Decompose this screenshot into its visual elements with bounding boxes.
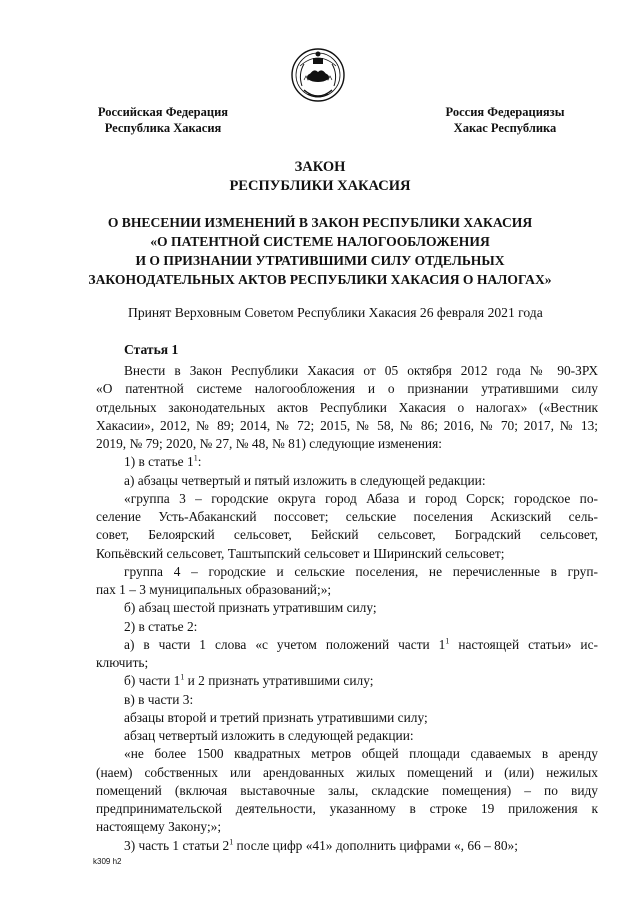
body-line: настоящему Закону;»; xyxy=(96,819,222,835)
article-heading: Статья 1 xyxy=(124,342,179,357)
law-title-line1: ЗАКОН xyxy=(294,159,346,175)
body-line: (наем) собственных или арендованных жилых помещений и (или) нежилых xyxy=(96,764,598,780)
body-line: селение Усть-Абаканский поссовет; сельские поселения Аскизский сель- xyxy=(96,509,598,524)
body-text-run: 3) часть 1 статьи 2 xyxy=(124,837,230,853)
body-text-run: настоящей статьи» ис- xyxy=(449,636,598,652)
body-line: группа 4 – городские и сельские поселения, не перечисленные в груп- xyxy=(124,563,598,579)
law-subject-line4: ЗАКОНОДАТЕЛЬНЫХ АКТОВ РЕСПУБЛИКИ ХАКАСИЯ О НАЛОГАХ» xyxy=(88,272,552,287)
superscript: 1 xyxy=(229,837,234,847)
body-line: «группа 3 – городские округа город Абаза и город Сорск; городское по- xyxy=(124,490,598,506)
law-title-line2: РЕСПУБЛИКИ ХАКАСИЯ xyxy=(229,178,411,194)
body-line: предпринимательской деятельности, указанному в строке 19 приложения к xyxy=(96,801,598,816)
body-text-run: а) в части 1 слова «с учетом положений части 1 xyxy=(124,636,446,652)
body-line: в) в части 3: xyxy=(124,691,194,707)
header-right-block xyxy=(440,104,570,136)
body-text-run: 1) в статье 1 xyxy=(124,454,194,470)
header-right-line2: Хакас Республика xyxy=(453,121,557,135)
body-line: б) абзац шестой признать утратившим силу; xyxy=(124,600,377,616)
law-subject xyxy=(0,213,640,289)
body-text-run: : xyxy=(197,454,202,470)
header-left-block xyxy=(94,104,232,136)
superscript: 1 xyxy=(445,636,450,646)
body-text-run: б) части 1 xyxy=(124,673,181,689)
body-line xyxy=(96,453,598,471)
body-line: «О патентной системе налогообложения и о признании утратившими силу xyxy=(96,381,598,397)
law-subject-line3: И О ПРИЗНАНИИ УТРАТИВШИМИ СИЛУ ОТДЕЛЬНЫХ xyxy=(135,253,505,268)
header-right-line1: Россия Федерациязы xyxy=(445,105,565,119)
header-left-line2: Республика Хакасия xyxy=(104,121,222,135)
body-line: отдельных законодательных актов Республики Хакасия о налогах» («Вестник xyxy=(96,399,598,415)
body-line: а) абзацы четвертый и пятый изложить в следующей редакции: xyxy=(124,472,486,488)
body-line xyxy=(96,837,598,855)
body-line: ключить; xyxy=(96,655,149,670)
header-left-line1: Российская Федерация xyxy=(97,105,229,119)
body-line xyxy=(96,672,598,690)
body-text-run: после цифр «41» дополнить цифрами «, 66 – 80»; xyxy=(233,837,518,853)
body-line: Внести в Закон Республики Хакасия от 05 октября 2012 года № 90-ЗРХ xyxy=(124,363,598,378)
body-line: абзацы второй и третий признать утратившими силу; xyxy=(124,709,428,725)
article-body xyxy=(96,362,598,855)
body-line: 2) в статье 2: xyxy=(124,618,198,634)
footer-code: k309 h2 xyxy=(93,857,122,866)
body-line: пах 1 – 3 муниципальных образований;»; xyxy=(96,582,332,597)
law-subject-line1: О ВНЕСЕНИИ ИЗМЕНЕНИЙ В ЗАКОН РЕСПУБЛИКИ ХАКАСИЯ xyxy=(107,215,533,230)
coat-of-arms-emblem xyxy=(290,44,346,104)
superscript: 1 xyxy=(180,672,185,682)
body-line: 2019, № 79; 2020, № 27, № 48, № 81) следующие изменения: xyxy=(96,436,442,451)
body-line: Хакасии», 2012, № 89; 2014, № 72; 2015, № 58, № 86; 2016, № 70; 2017, № 13; xyxy=(96,417,598,433)
superscript: 1 xyxy=(193,453,198,463)
law-subject-line2: «О ПАТЕНТНОЙ СИСТЕМЕ НАЛОГООБЛОЖЕНИЯ xyxy=(150,234,490,249)
body-line: Копьёвский сельсовет, Таштыпский сельсовет и Ширинский сельсовет; xyxy=(96,545,505,561)
law-title xyxy=(0,158,640,196)
body-line xyxy=(96,636,598,654)
body-line: абзац четвертый изложить в следующей редакции: xyxy=(124,728,414,743)
body-text-run: и 2 признать утратившими силу; xyxy=(184,673,374,689)
body-line: «не более 1500 квадратных метров общей площади сдаваемых в аренду xyxy=(124,746,598,762)
adoption-statement: Принят Верховным Советом Республики Хакасия 26 февраля 2021 года xyxy=(128,305,543,320)
body-line: совет, Белоярский сельсовет, Бейский сельсовет, Боградский сельсовет, xyxy=(96,527,598,543)
body-line: помещений (включая выставочные залы, складские помещения) – по виду xyxy=(96,782,598,798)
